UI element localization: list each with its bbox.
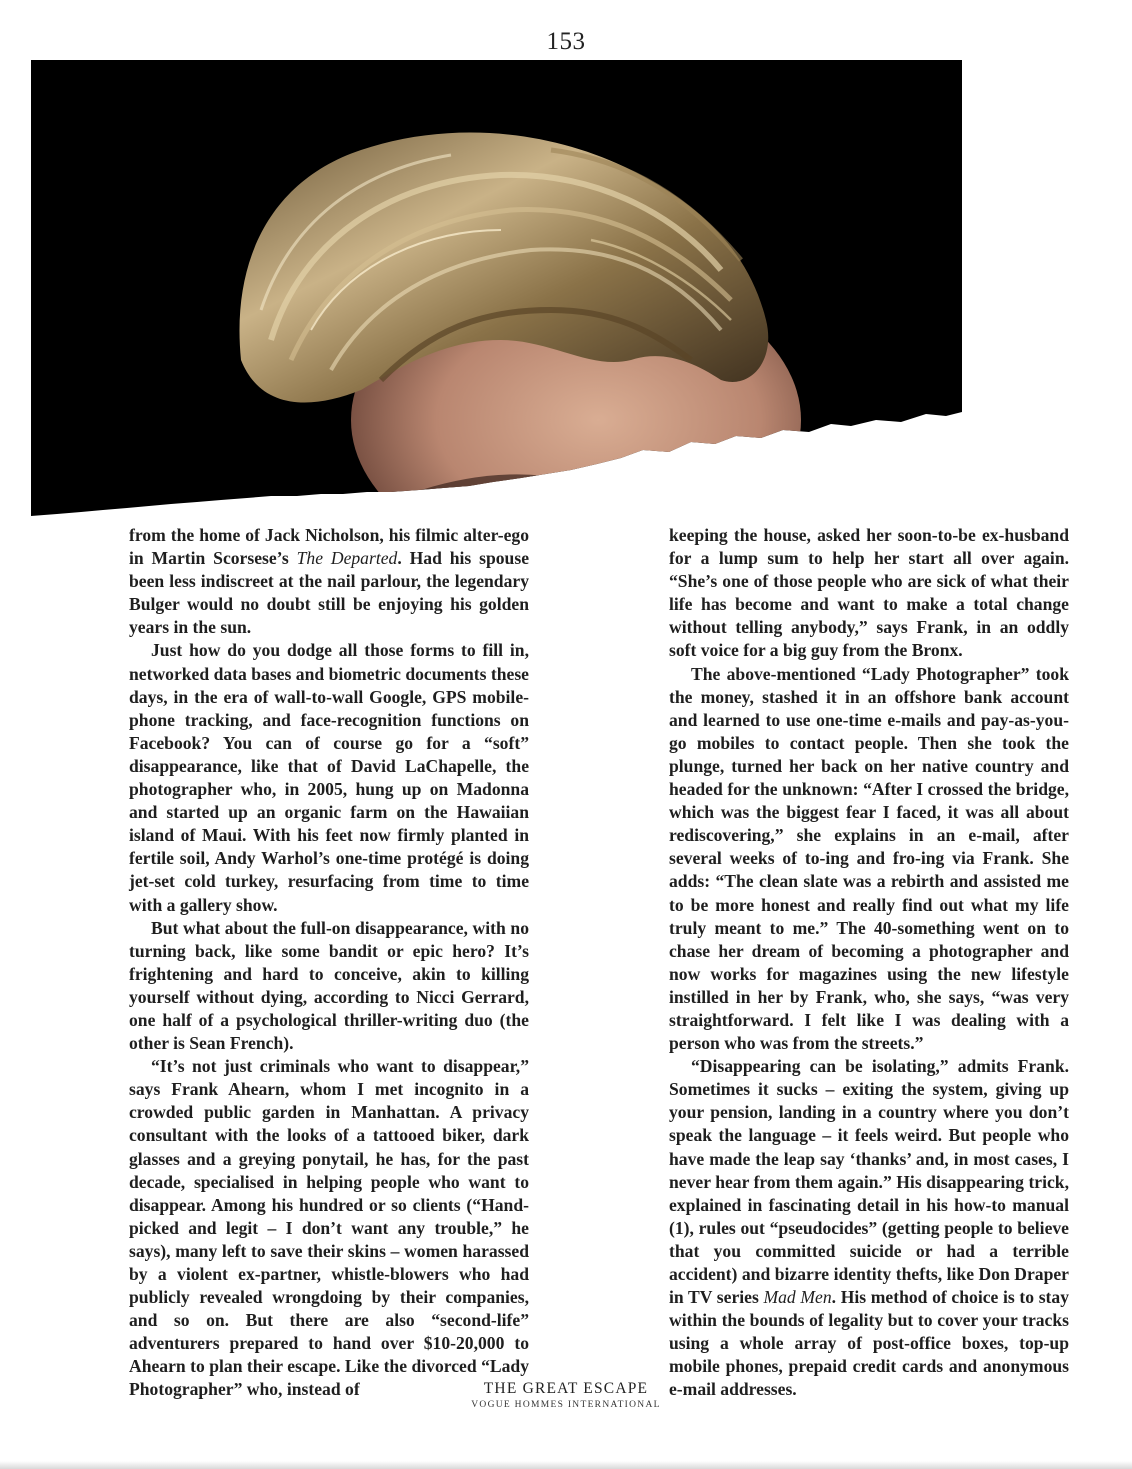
text-run: Just how do you dodge all those forms to fill in, networked data bases and biometric documents these days, in the era of wall-to-wall Google, GPS mobile-phone tracking, and face-recognition functions on Facebook? You can of course go for a “soft” disappearance, like that of David LaChapelle, the photographer who, in 2005, hung up on Madonna and started up an organic farm on the Hawaiian island of Maui. With his feet now firmly planted in fertile soil, Andy Warhol’s one-time protégé is doing jet-set cold turkey, resurfacing from time to time with a gallery show. [129,640,529,915]
paragraph [129,524,529,639]
italic-title: Mad Men [763,1287,832,1308]
footer-subtitle: VOGUE HOMMES INTERNATIONAL [471,1400,661,1410]
italic-title: The Departed [296,548,398,569]
text-run: But what about the full-on disappearance, with no turning back, like some bandit or epic hero? It’s frightening and hard to conceive, akin to killing yourself without dying, according to Nicci Gerrard, one half of a psychological thriller-writing duo (the other is Sean French). [129,917,529,1054]
text-run: “Disappearing can be isolating,” admits Frank. Sometimes it sucks – exiting the system, giving up your pension, landing in a country where you don’t speak the language – it feels weird. But people who have made the leap say ‘thanks’ and, in most cases, I never hear from them again.” His disappearing trick, explained in fascinating detail in his how-to manual (1), rules out “pseudocides” (getting people to believe that you committed suicide or had a terrible accident) and bizarre identity thefts, like Don Draper in TV series [669,1056,1069,1308]
paragraph [129,1055,529,1401]
page-footer [0,1380,1132,1410]
paragraph [129,917,529,1056]
article-column-right [669,524,1069,1402]
article-photo [31,60,962,520]
paragraph [669,1055,1069,1401]
paragraph [129,639,529,916]
text-run: from the home of Jack Nicholson, his filmic alter-ego in Martin Scorsese’s [129,525,529,569]
text-run: . Had his spouse been less indiscreet at the nail parlour, the legendary Bulger would no doubt still be enjoying his golden years in the sun. [129,548,529,638]
paragraph [669,663,1069,1056]
paragraph [669,524,1069,663]
text-run: The above-mentioned “Lady Photographer” took the money, stashed it in an offshore bank account and learned to use one-time e-mails and pay-as-you-go mobiles to contact people. Then she took the plunge, turned her back on her native country and headed for the unknown: “After I crossed the bridge, which was the biggest fear I faced, it was all about rediscovering,” she explains in an e-mail, after several weeks of to-ing and fro-ing via Frank. She adds: “The clean slate was a rebirth and assisted me to be more honest and really find out what my life truly meant to me.” The 40-something went on to chase her dream of becoming a photographer and now works for magazines using the new lifestyle instilled in her by Frank, who, she says, “was very straightforward. I felt like I was dealing with a person who was from the streets.” [669,663,1069,1054]
text-run: “It’s not just criminals who want to disappear,” says Frank Ahearn, whom I met incognito in a crowded public garden in Manhattan. A privacy consultant with the looks of a tattooed biker, dark glasses and a greying ponytail, he has, for the past decade, specialised in helping people who want to disappear. Among his hundred or so clients (“Hand-picked and legit – I don’t want any trouble,” he says), many left to save their skins – women harassed by a violent ex-partner, whistle-blowers who had publicly revealed wrongdoing by their companies, and so on. But there are also “second-life” adventurers prepared to hand over $10-20,000 to Ahearn to plan their escape. Like the divorced “Lady Photographer” who, instead of [129,1056,529,1400]
text-run: keeping the house, asked her soon-to-be ex-husband for a lump sum to help her start all over again. “She’s one of those people who are sick of what their life has become and want to make a total change without telling anybody,” says Frank, in an oddly soft voice for a big guy from the Bronx. [669,525,1069,661]
footer-title: THE GREAT ESCAPE [483,1380,649,1397]
bottom-edge [0,1461,1132,1469]
page-number: 153 [546,28,586,55]
article-column-left [129,524,529,1402]
text-run: . His method of choice is to stay within the bounds of legality but to cover your tracks using a whole array of post-office boxes, top-up mobile phones, prepaid credit cards and anonymous e-mail addresses. [669,1287,1069,1400]
